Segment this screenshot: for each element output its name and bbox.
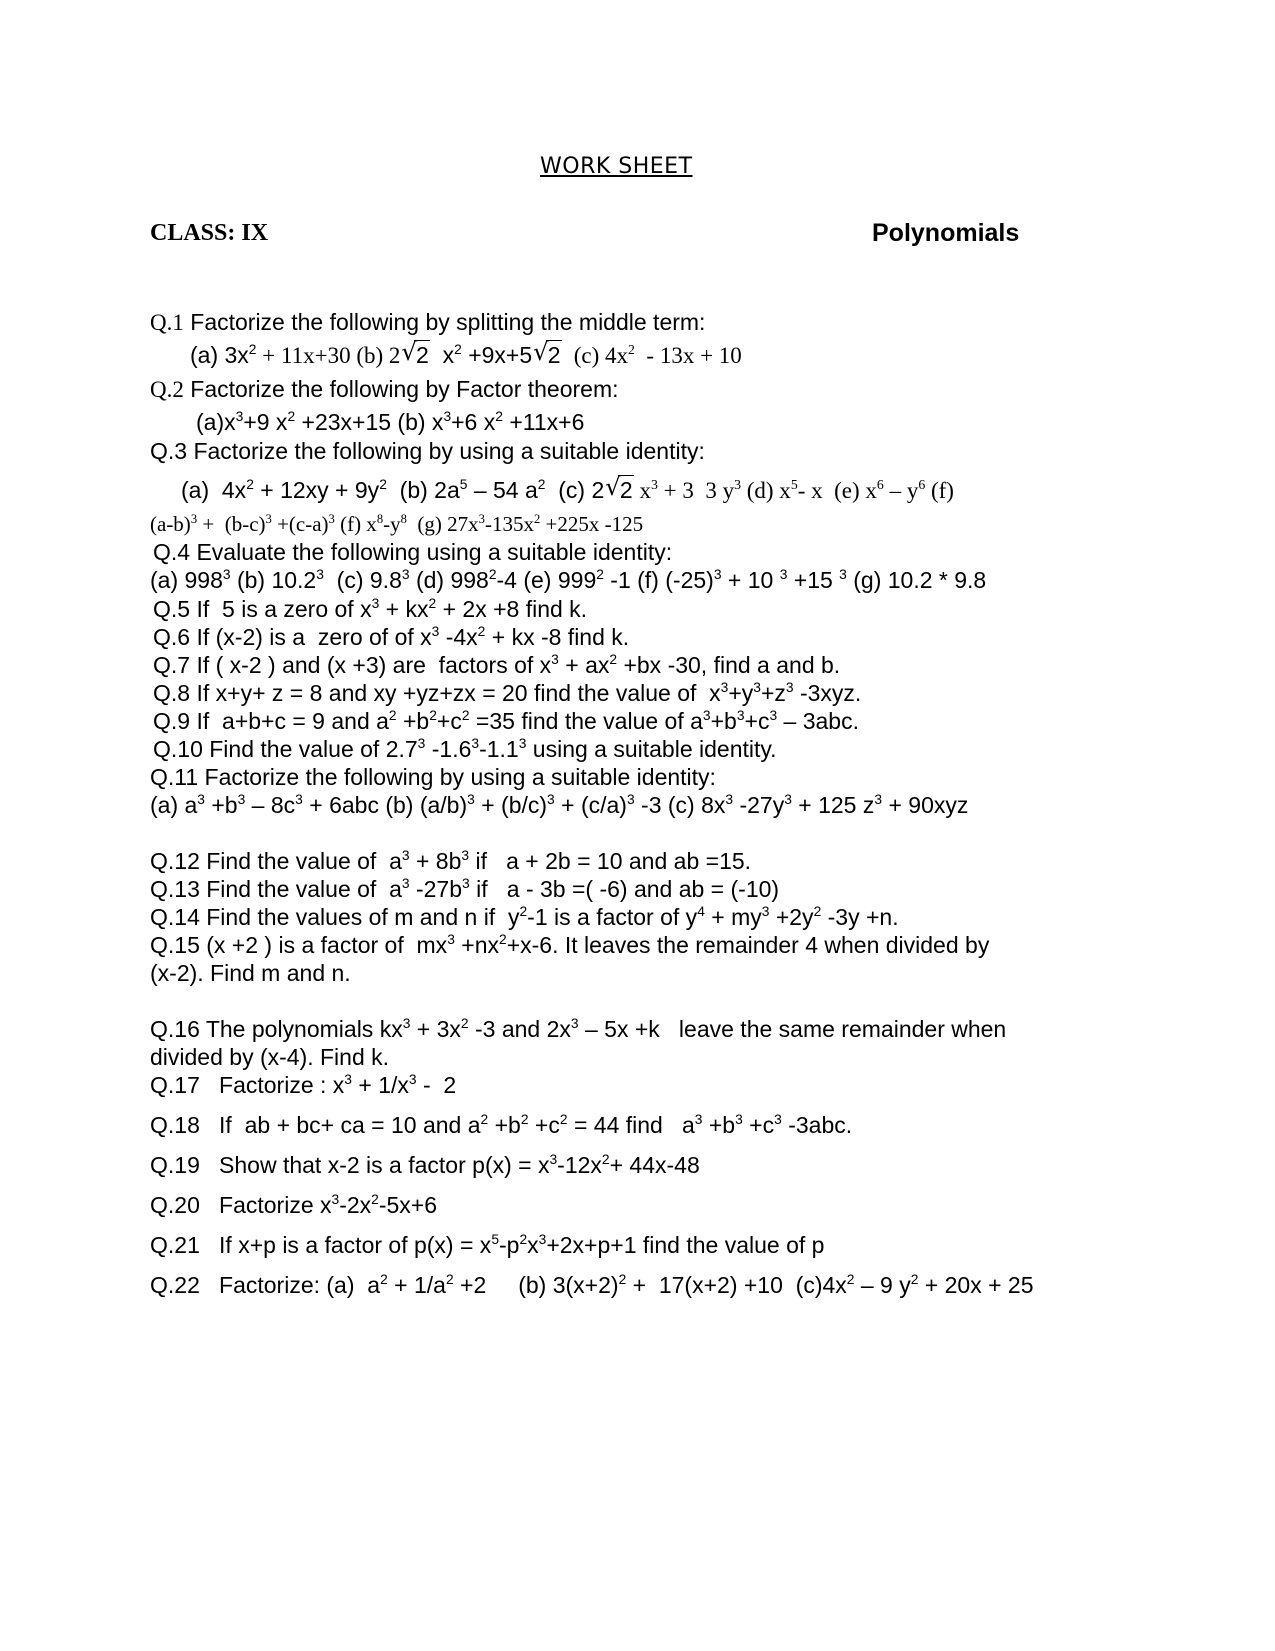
question-9: Q.9 If a+b+c = 9 and $a^2 +b^2+c^2 =35$ find the value of $a^3+b^3+c^3 - 3abc$.: [153, 708, 859, 734]
question-3: Q.3 Factorize the following by using a suitable identity:: [150, 438, 705, 464]
sqrt-symbol: √ 2: [401, 338, 429, 368]
sqrt-symbol: √ 2: [533, 338, 561, 368]
question-1-parts: (a) $3x^2 + 11x+30$ (b) 2 √ 2 $x^2 +9x+5$ √ 2 (c) $4x^2 - 13x + 10$: [190, 338, 742, 368]
question-2: [150, 378, 619, 401]
question-14: Q.14 Find the values of m and n if $y^2-1$ is a factor of $y^4 + my^3 +2y^2$ -3y +n.: [150, 904, 899, 930]
question-3-parts-line1: (a) $4x^2 + 12xy + 9y^2$ (b) $2a^5 - 54$ $a^2$ (c) 2 √ 2 $x^3 + 3$ 3 $y^3$ (d) $x^5-$ x (e) $x^6 - y^6$ (f): [181, 473, 954, 503]
worksheet-title: WORK SHEET: [540, 154, 693, 179]
question-2-text: Factorize the following by Factor theorem:: [190, 376, 619, 402]
question-5: Q.5 If 5 is a zero of $x^3 + kx^2 + 2x +8$ find k.: [153, 596, 588, 622]
question-19: Q.19 Show that x-2 is a factor $p(x) = x^3-12x^2+ 44x-48$: [150, 1152, 700, 1178]
question-22: Q.22 Factorize: (a) $a^2 + 1/a^2 +2$ (b) $3(x+2)^2 + 17(x+2) +10$ $(c)4x^2 - 9$ $y^2 + 20x + 25$: [150, 1272, 1034, 1298]
question-21: Q.21 If x+p is a factor of $p(x) = x^5-p^2x^3+2x+p+1$ find the value of p: [150, 1232, 825, 1258]
question-1: [150, 311, 705, 334]
question-16: Q.16 The polynomials $kx^3 + 3x^2$ -3 and $2x^3 - 5x +k$ leave the same remainder when: [150, 1016, 1007, 1042]
sqrt-symbol: √ 2: [605, 473, 633, 503]
question-20: Q.20 Factorize $x^3-2x^2-5x+6$: [150, 1192, 438, 1218]
class-label: CLASS: IX: [150, 220, 269, 246]
question-10: Q.10 Find the value of $2.7^3$ $-1.6^3-1.1^3$ using a suitable identity.: [153, 736, 777, 762]
question-15-continued: (x-2). Find m and n.: [150, 960, 351, 986]
question-11: Q.11 Factorize the following by using a suitable identity:: [150, 764, 716, 790]
question-13: Q.13 Find the value of $a^3$ $-27b^3$ if a - 3b =( -6) and ab = (-10): [150, 876, 780, 902]
question-15: Q.15 (x +2 ) is a factor of $mx^3 +nx^2+x-6$. It leaves the remainder 4 when divided by: [150, 932, 990, 958]
question-7: Q.7 If ( x-2 ) and (x +3) are factors of $x^3 + ax^2 +bx$ -30, find a and b.: [153, 652, 841, 678]
question-6: Q.6 If (x-2) is a zero of of $x^3$ $-4x^2$ + kx -8 find k.: [153, 624, 630, 650]
question-1-text: Factorize the following by splitting the middle term:: [190, 309, 706, 335]
question-12: Q.12 Find the value of $a^3 + 8b^3$ if a + 2b = 10 and ab =15.: [150, 848, 752, 874]
question-2-number: Q.2: [150, 377, 184, 402]
subject-title: Polynomials: [872, 219, 1020, 247]
question-16-continued: divided by (x-4). Find k.: [150, 1044, 390, 1070]
question-4: Q.4 Evaluate the following using a suitable identity:: [153, 539, 673, 565]
question-2-parts: $(a)x^3+9$ $x^2 +23x+15$ (b) $x^3+6$ $x^2 +11x+6$: [196, 409, 585, 435]
question-1-number: Q.1: [150, 310, 184, 335]
question-4-parts: (a) $998^3$ (b) 10.2$^3$ (c) $9.8^3$ (d) $998^2-4$ (e) $999^2$ -1 (f) $(-25)^3 + 10$ $^3$ +15 $^3$ (g) 10.2 * 9.8: [150, 567, 987, 593]
question-18: Q.18 If ab + bc+ ca = 10 and $a^2 +b^2 +c^2 = 44$ find $a^3 +b^3 +c^3$ -3abc.: [150, 1112, 853, 1138]
question-11-parts: (a) $a^3 +b^3 - 8c^3 + 6abc$ (b) $(a/b)^3 + (b/c)^3 + (c/a)^3$ -3 (c) $8x^3$ $-27y^3 + 125$ $z^3 + 90xyz$: [150, 792, 969, 818]
question-3-parts-line2: $(a-b)^3 + (b-c)^3 +(c-a)^3$ (f) $x^8-y^8$ (g) $27x^3-135x^2 +225x$ -125: [150, 511, 644, 536]
question-8: Q.8 If x+y+ z = 8 and xy +yz+zx = 20 find the value of $x^3+y^3+z^3$ -3xyz.: [153, 680, 862, 706]
question-17: Q.17 Factorize : $x^3 + 1/x^3 - 2$: [150, 1072, 457, 1098]
